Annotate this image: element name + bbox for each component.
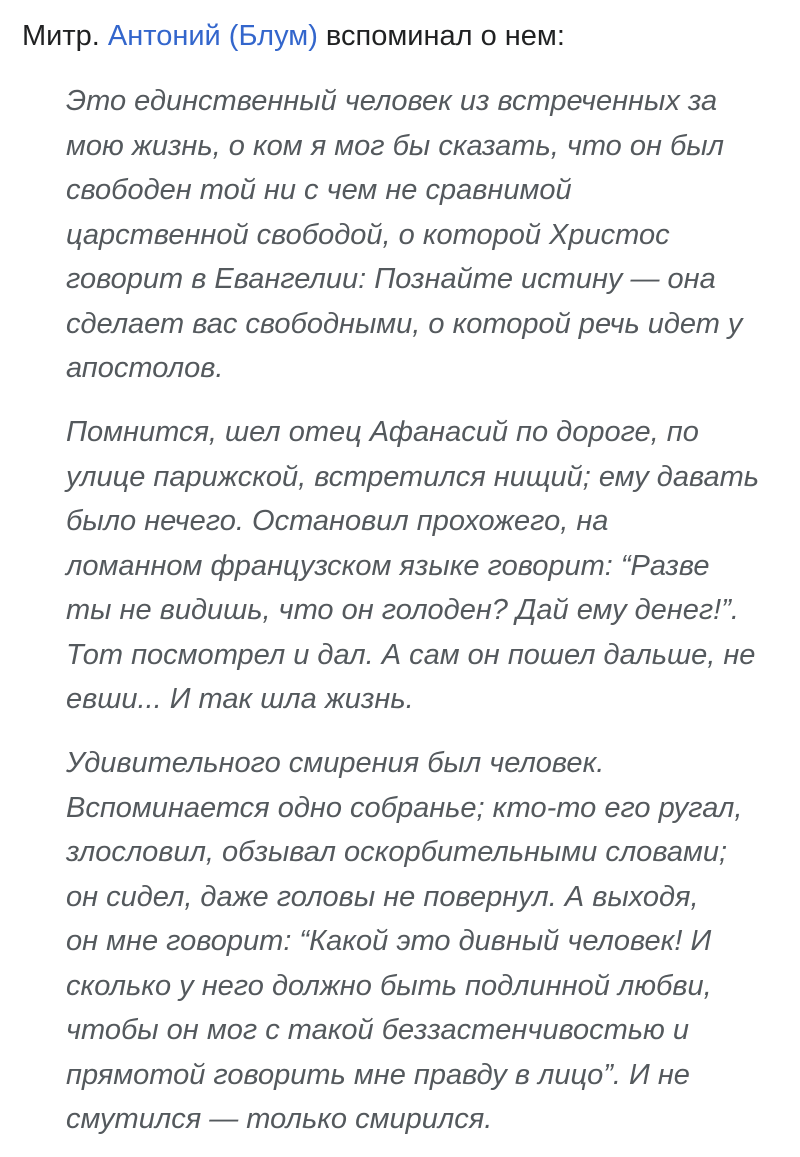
- author-link[interactable]: Антоний (Блум): [107, 20, 318, 52]
- intro-suffix: вспоминал о нем:: [317, 20, 565, 52]
- quote-line: говорит в Евангелии: Познайте истину — она: [66, 263, 716, 295]
- intro-line: [22, 14, 565, 58]
- quote-paragraph-2: [66, 410, 778, 722]
- quote-line: Помнится, шел отец Афанасий по дороге, по: [66, 416, 699, 448]
- quote-paragraph-1: [66, 79, 778, 391]
- quote-line: свободен той ни с чем не сравнимой: [66, 174, 572, 206]
- quote-line: мою жизнь, о ком я мог бы сказать, что он был: [66, 129, 724, 162]
- quote-line: злословил, обзывал оскорбительными словами;: [66, 836, 728, 868]
- quote-line: Это единственный человек из встреченных за: [66, 85, 718, 117]
- quote-line: сколько у него должно быть подлинной любви,: [66, 969, 712, 1002]
- quote-line: апостолов.: [66, 352, 224, 384]
- quote-line: Удивительного смирения был человек.: [66, 747, 605, 779]
- quote-line: было нечего. Остановил прохожего, на: [66, 505, 609, 537]
- quote-line: ты не видишь, что он голоден? Дай ему денег!”.: [66, 594, 739, 626]
- quote-line: ломанном французском языке говорит: “Разве: [66, 549, 710, 582]
- quote-line: евши... И так шла жизнь.: [66, 683, 414, 715]
- quote-line: прямотой говорить мне правду в лицо”. И не: [66, 1058, 690, 1091]
- quote-line: он мне говорит: “Какой это дивный человек! И: [66, 925, 712, 957]
- quote-line: сделает вас свободными, о которой речь идет у: [66, 307, 743, 340]
- quote-line: царственной свободой, о которой Христос: [66, 218, 670, 251]
- quote-paragraph-3: [66, 741, 778, 1142]
- quote-line: Тот посмотрел и дал. А сам он пошел дальше, не: [66, 638, 756, 671]
- intro-prefix: Митр.: [22, 20, 108, 52]
- quote-line: улице парижской, встретился нищий; ему давать: [66, 460, 759, 493]
- quote-line: Вспоминается одно собранье; кто-то его ругал,: [66, 791, 743, 824]
- quote-line: смутился — только смирился.: [66, 1103, 493, 1135]
- quote-line: он сидел, даже головы не повернул. А выходя,: [66, 880, 699, 913]
- quote-line: чтобы он мог с такой беззастенчивостью и: [66, 1014, 690, 1046]
